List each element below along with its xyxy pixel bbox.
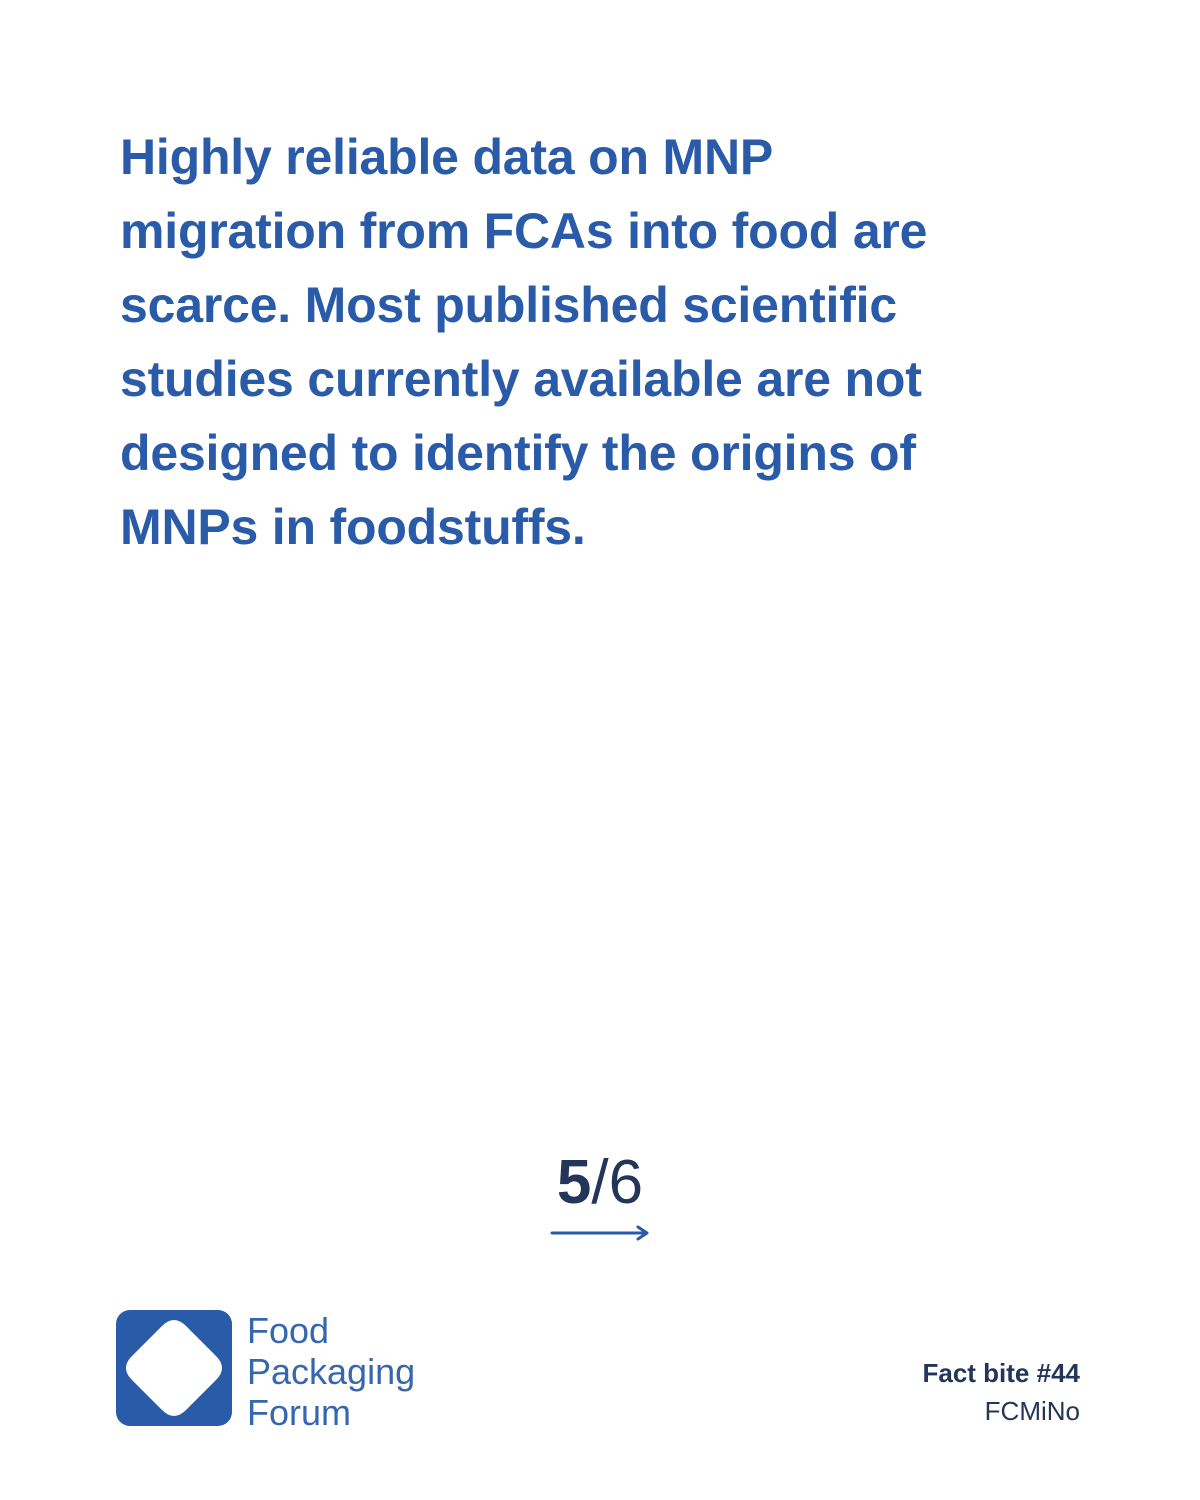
fact-bite-label: Fact bite #44 [922,1358,1080,1388]
headline [120,120,1020,564]
headline-line: migration from FCAs into food are [120,203,928,259]
arrow-right-icon[interactable] [550,1222,650,1244]
headline-line: studies currently available are not [120,351,922,407]
headline-line: scarce. Most published scientific [120,277,897,333]
brand-name-line: Forum [247,1392,352,1433]
page-separator: / [591,1148,609,1217]
fact-bite-info [922,1354,1080,1430]
brand-name-line: Packaging [247,1351,416,1392]
total-pages: 6 [608,1148,644,1217]
brand-name-line: Food [247,1310,330,1351]
headline-line: designed to identify the origins of [120,425,916,481]
current-page: 5 [556,1148,592,1217]
food-packaging-forum-logo [116,1310,232,1426]
page-indicator [0,1145,1200,1221]
headline-line: MNPs in foodstuffs. [120,499,586,555]
project-label: FCMiNo [984,1396,1080,1426]
headline-line: Highly reliable data on MNP [120,129,774,185]
brand-name [247,1310,415,1433]
